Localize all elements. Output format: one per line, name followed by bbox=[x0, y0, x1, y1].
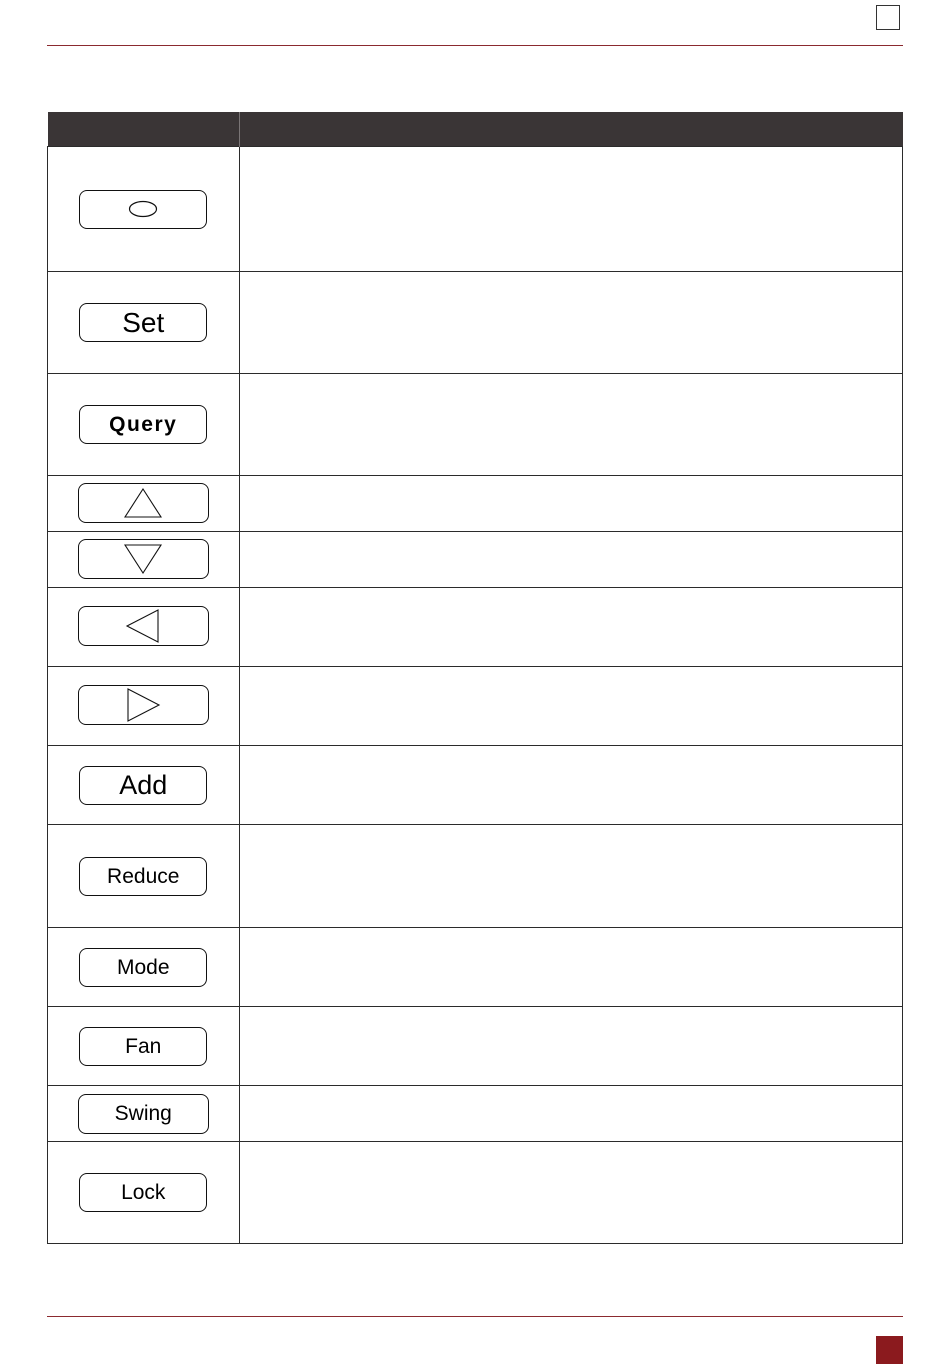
table-row bbox=[48, 374, 903, 476]
key-function-table bbox=[47, 112, 903, 1244]
fan-key-button[interactable]: Fan bbox=[79, 1027, 207, 1066]
description-cell bbox=[239, 374, 903, 476]
description-cell bbox=[239, 147, 903, 272]
reduce-key-button[interactable]: Reduce bbox=[79, 857, 207, 896]
description-cell bbox=[239, 928, 903, 1007]
query-key-button[interactable]: Query bbox=[79, 405, 207, 444]
description-cell bbox=[239, 532, 903, 588]
table-row bbox=[48, 476, 903, 532]
description-column-header bbox=[239, 112, 903, 147]
footer-rule bbox=[47, 1316, 903, 1317]
set-key-button[interactable]: Set bbox=[79, 303, 207, 342]
page-marker bbox=[876, 1336, 903, 1364]
triangle-up-icon bbox=[123, 487, 163, 519]
table-row bbox=[48, 1007, 903, 1086]
description-cell bbox=[239, 1007, 903, 1086]
table-row bbox=[48, 928, 903, 1007]
description-cell bbox=[239, 825, 903, 928]
down-key-button[interactable] bbox=[78, 539, 209, 579]
table-row bbox=[48, 746, 903, 825]
swing-key-button[interactable]: Swing bbox=[78, 1094, 209, 1134]
table-row bbox=[48, 147, 903, 272]
triangle-down-icon bbox=[123, 543, 163, 575]
triangle-right-icon bbox=[125, 687, 161, 723]
corner-box bbox=[876, 5, 900, 30]
table-row bbox=[48, 272, 903, 374]
description-cell bbox=[239, 588, 903, 667]
table-row bbox=[48, 825, 903, 928]
power-key-button[interactable] bbox=[79, 190, 207, 229]
table-row bbox=[48, 667, 903, 746]
header-rule bbox=[47, 45, 903, 46]
add-key-button[interactable]: Add bbox=[79, 766, 207, 805]
table-row bbox=[48, 532, 903, 588]
table-row bbox=[48, 1086, 903, 1142]
description-cell bbox=[239, 746, 903, 825]
description-cell bbox=[239, 272, 903, 374]
table-row bbox=[48, 1142, 903, 1244]
description-cell bbox=[239, 1142, 903, 1244]
left-key-button[interactable] bbox=[78, 606, 209, 646]
circle-icon bbox=[128, 200, 158, 218]
description-cell bbox=[239, 667, 903, 746]
mode-key-button[interactable]: Mode bbox=[79, 948, 207, 987]
description-cell bbox=[239, 476, 903, 532]
description-cell bbox=[239, 1086, 903, 1142]
key-column-header bbox=[48, 112, 240, 147]
up-key-button[interactable] bbox=[78, 483, 209, 523]
right-key-button[interactable] bbox=[78, 685, 209, 725]
table-row bbox=[48, 588, 903, 667]
lock-key-button[interactable]: Lock bbox=[79, 1173, 207, 1212]
table-header-row bbox=[48, 112, 903, 147]
triangle-left-icon bbox=[125, 608, 161, 644]
